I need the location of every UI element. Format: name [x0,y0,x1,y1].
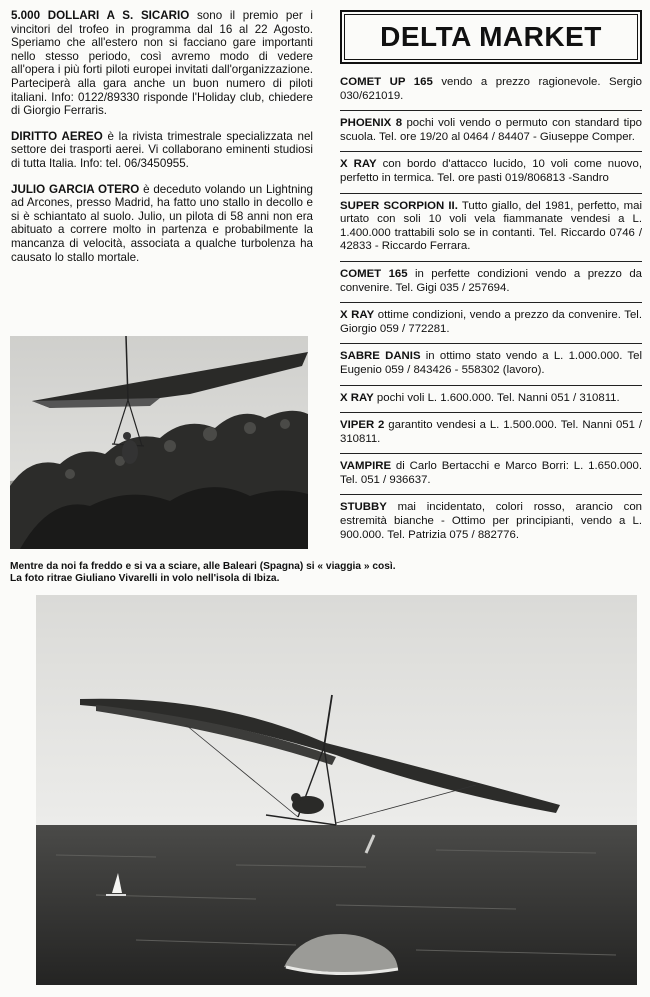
classified-ad [340,76,642,111]
ad-model: VIPER 2 [340,419,385,432]
news-body: è la rivista trimestrale specializzata nel settore dei trasporti aerei. Vi collaborano eminenti studiosi di tutta Italia. Info: tel. 06/3450955. [11,129,313,170]
photo-caption [10,561,630,585]
news-item-garcia-otero [11,183,313,265]
ad-model: COMET UP 165 [340,76,433,88]
ad-model: X RAY [340,391,374,404]
news-body: è deceduto volando un Lightning ad Arcones, presso Madrid, ha fatto uno stallo in decollo e si è schiantato al suolo. Julio, un pilota di 58 anni non era abituato a correre molto in partenza e probabilmente la mancanza di velocità, associata a qualche turbolenza ha causato lo stallo mortale. [11,182,314,264]
news-item-sicario [11,9,313,118]
news-headline: 5.000 DOLLARI A S. SICARIO [11,9,190,22]
ad-text: in perfette condizioni vendo a prezzo da convenire. Tel. Gigi 035 / 257694. [340,267,642,294]
ad-model: PHOENIX 8 [340,117,403,130]
news-headline: JULIO GARCIA OTERO [11,182,140,196]
ad-model: VAMPIRE [340,460,392,473]
hang-glider-hill-photo [10,336,308,549]
classified-ad [340,460,642,495]
delta-market-column [340,10,642,555]
ad-model: STUBBY [340,501,387,514]
delta-market-title: DELTA MARKET [380,21,602,52]
classified-ad [340,419,642,454]
caption-line: La foto ritrae Giuliano Vivarelli in volo nell'isola di Ibiza. [10,573,280,584]
ad-text: in ottimo stato vendo a L. 1.000.000. Tel Eugenio 059 / 843426 - 558302 (lavoro). [340,350,642,376]
ad-text: Tutto giallo, del 1981, perfetto, mai urtato con soli 10 voli vela fiammanate vendesi a L. 1.400.000 trattabili solo se in contanti. Tel. Riccardo 0746 / 42833 - Riccardo Ferrara. [340,199,642,253]
ad-text: pochi voli vendo o permuto con standard tipo scuola. Tel. ore 19/20 al 0464 / 84407 - Giuseppe Comper. [340,117,642,143]
caption-line: Mentre da noi fa freddo e si va a sciare, alle Baleari (Spagna) si « viaggia » così. [10,561,396,572]
classified-ad [340,350,642,385]
news-body: sono il premio per i vincitori del trofeo in programma dal 16 al 22 Agosto. Speriamo che all'estero non si facciano gare importanti nello stesso periodo, così avremo modo di vedere all'opera i più forti piloti europei invitati dall'organizzazione. Parteciperà alla gara anche un buon numero di piloti italiani. Info: 0122/89330 risponde l'Holiday club, chiedere di Giorgio Ferraris. [11,9,314,118]
ad-model: X RAY [340,309,375,322]
classified-ad [340,158,642,193]
ad-text: di Carlo Bertacchi e Marco Borri: L. 1.650.000. Tel. 051 / 936637. [340,460,642,486]
ad-model: SUPER SCORPION II. [340,199,458,212]
ad-model: COMET 165 [340,267,408,280]
ad-text: con bordo d'attacco lucido, 10 voli come nuovo, perfetto in termica. Tel. ore pasti 019/806813 -Sandro [340,158,642,184]
hang-glider-sea-photo [36,595,637,985]
news-item-diritto-aereo [11,130,313,171]
classified-ad [340,117,642,152]
ad-text: ottime condizioni, vendo a prezzo da convenire. Tel. Giorgio 059 / 772281. [340,309,642,335]
ad-text: vendo a prezzo ragionevole. Sergio 030/621019. [340,76,642,102]
ad-text: mai incidentato, colori rosso, arancio con estremità bianche - Ottimo per principianti, vendo a L. 900.000. Tel. Patrizia 075 / 882776. [340,501,642,541]
news-column [11,9,313,276]
classified-ad [340,268,642,303]
classified-ad [340,501,642,549]
ad-text: pochi voli L. 1.600.000. Tel. Nanni 051 / 310811. [373,391,620,404]
ad-model: X RAY [340,158,377,171]
classified-ad [340,309,642,344]
ad-model: SABRE DANIS [340,350,421,363]
classified-ads-list [340,76,642,549]
ad-text: garantito vendesi a L. 1.500.000. Tel. Nanni 051 / 310811. [340,419,642,445]
classified-ad [340,200,642,262]
classified-ad [340,392,642,414]
news-headline: DIRITTO AEREO [11,129,103,143]
delta-market-masthead [340,10,642,64]
